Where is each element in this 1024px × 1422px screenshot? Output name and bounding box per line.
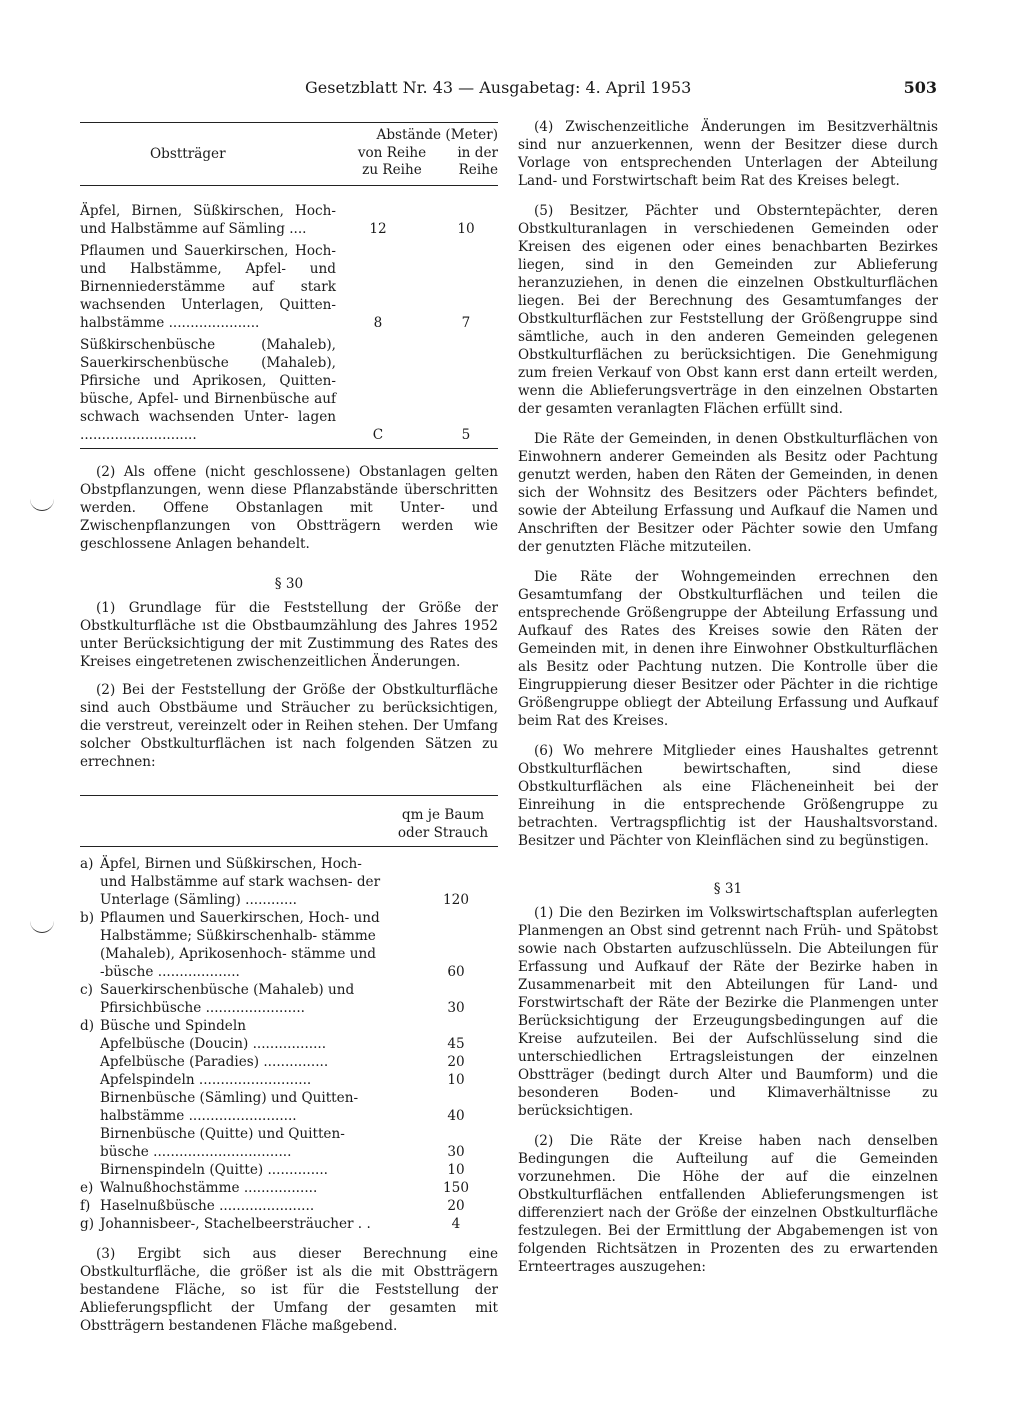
table2-row-label <box>80 1161 100 1179</box>
table2-row <box>80 1053 498 1071</box>
table1-header <box>80 122 498 186</box>
table2-row-text: Johannisbeer-, Stachelbeersträucher . . <box>100 1216 371 1232</box>
table2-row-label <box>80 1089 100 1125</box>
table2-row-value: 150 <box>443 1180 469 1196</box>
paragraph: (2) Bei der Feststellung der Größe der Obstkulturfläche sind auch Obstbäume und Sträucher zu berücksichtigen, die verstreut, vereinzelt oder in Reihen stehen. Der Umfang solcher Obstkulturflächen ist nach folgenden Sätzen zu errechnen: <box>80 682 498 770</box>
paragraph: (5) Besitzer, Pächter und Obsterntepächter, deren Obstkulturanlagen in verschiedenen Gemeinden oder Kreisen des eigenen oder eines benachbarten Bezirkes liegen, sind in den Gemeinden zur Ablieferung heranzuziehen, in denen die einzelnen Obstkulturflächen liegen. Bei der Berechnung des Gesamtumfanges der Obstkulturflächen zur Feststellung der Größengruppe sind sämtliche, auch in den anderen Gemeinden gelegenen Obstkulturflächen zu berücksichtigen. Die Genehmigung zum freien Verkauf von Obst kann erst dann erteilt werden, wenn die Ablieferungsverträge in den einzelnen Obstarten der gesamten veranlagten Flächen erfüllt sind. <box>518 203 938 417</box>
table2-row <box>80 1197 498 1215</box>
margin-mark <box>30 498 54 511</box>
table2-row-value: 4 <box>451 1216 461 1232</box>
table2-row-text: Walnußhochstämme ................. <box>100 1180 318 1196</box>
table1-header-reihe: von Reihe zu Reihe <box>357 145 427 178</box>
table2-row-label <box>80 1125 100 1161</box>
table2-row-label <box>80 1053 100 1071</box>
table2-row-text: Büsche und Spindeln <box>100 1018 246 1034</box>
table1-row-inder: 7 <box>461 315 471 331</box>
table2-row-label: c) <box>80 982 93 998</box>
table2-row-label: g) <box>80 1216 95 1232</box>
paragraph: (2) Als offene (nicht geschlossene) Obstanlagen gelten Obstpflanzungen, wenn diese Pflanzabstände überschritten werden. Offene Obstanlagen mit Unter- und Zwischenpflanzungen von Obstträgern werden wie geschlossene Anlagen behandelt. <box>80 464 498 552</box>
header-title: Gesetzblatt Nr. 43 — Ausgabetag: 4. April 1953 <box>305 78 692 97</box>
table1-row <box>80 202 498 238</box>
margin-mark <box>30 920 54 933</box>
table2-row <box>80 1179 498 1197</box>
table2-row <box>80 1017 498 1035</box>
table1-header-obst: Obstträger <box>150 146 226 162</box>
table1-row <box>80 336 498 444</box>
paragraph: (1) Grundlage für die Feststellung der Größe der Obstkulturfläche ıst die Obstbaumzählung des Jahres 1952 unter Berücksichtigung der mit Zustimmung des Rates des Kreises eingetretenen zwischenzeitlichen Änderungen. <box>80 600 498 670</box>
table2-row-value: 60 <box>447 964 465 980</box>
paragraph: (4) Zwischenzeitliche Änderungen im Besitzverhältnis sind nur anzuerkennen, wenn der Besitzer diese durch Vorlage von entsprechenden Unterlagen der Abteilung Land- und Forstwirtschaft beim Rat des Kreises belegt. <box>518 119 938 189</box>
page-number: 503 <box>903 78 937 97</box>
table2-row-text: Pflaumen und Sauerkirschen, Hoch- und Halbstämme; Süßkirschenhalb- stämme (Mahaleb), Aprikosenhoch- stämme und -büsche ................... <box>100 910 380 980</box>
table2-row-value: 30 <box>447 1144 465 1160</box>
table2-header-qm: qm je Baum oder Strauch <box>397 807 489 841</box>
table1-row-desc: Pflaumen und Sauerkirschen, Hoch- und Halbstämme, Apfel- und Birnenniederstämme auf stark wachsenden Unterlagen, Quitten- halbstämme ..................... <box>80 243 336 331</box>
table2-body <box>80 855 498 1233</box>
table2-row <box>80 1125 498 1161</box>
right-column <box>518 118 938 1276</box>
table2-row-text: Birnenbüsche (Sämling) und Quitten- halbstämme ......................... <box>100 1090 359 1124</box>
table1-header-abst: Abstände (Meter) <box>376 127 498 143</box>
table2-row <box>80 1089 498 1125</box>
table1-row-reihe: 12 <box>369 221 387 237</box>
table1-row-desc: Süßkirschenbüsche (Mahaleb), Sauerkirschenbüsche (Mahaleb), Pfirsiche und Aprikosen, Quitten- büsche, Apfel- und Birnenbüsche auf schwach wachsenden Unter- lagen ........................... <box>80 337 336 443</box>
table2-row <box>80 1161 498 1179</box>
table2-row-label: b) <box>80 910 95 926</box>
table2-row-value: 10 <box>447 1072 465 1088</box>
table2-row-label <box>80 1035 100 1053</box>
table2-row-text: Äpfel, Birnen und Süßkirschen, Hoch- und Halbstämme auf stark wachsen- der Unterlage (Sämling) ............ <box>100 856 381 908</box>
table2-row <box>80 981 498 1017</box>
table2-row-text: Apfelspindeln .......................... <box>100 1072 312 1088</box>
paragraph: (6) Wo mehrere Mitglieder eines Haushaltes getrennt Obstkulturflächen bewirtschaften, sind diese Obstkulturflächen als eine Flächeneinheit bei der Einreihung in die entsprechende Größengruppe zu betrachten. Vertragspflichtig ist der Haushaltsvorstand. Besitzer und Pächter von Kleinflächen sind zu begünstigen. <box>518 743 938 849</box>
table2-header <box>80 795 498 847</box>
table2-row-text: Sauerkirschenbüsche (Mahaleb) und Pfirsichbüsche ....................... <box>100 982 355 1016</box>
table2-row <box>80 855 498 909</box>
paragraph: Die Räte der Gemeinden, in denen Obstkulturflächen von Einwohnern anderer Gemeinden als Besitz oder Pachtung genutzt werden, haben den Räten der Gemeinden, in denen sich der Wohnsitz des Besitzers oder Pächters befindet, sowie der Abteilung Erfassung und Aufkauf die Namen und Anschriften der Besitzer oder Pächter sowie den Umfang der genutzten Fläche mitzuteilen. <box>518 431 938 555</box>
table2-row <box>80 1215 498 1233</box>
paragraph: (2) Die Räte der Kreise haben nach denselben Bedingungen die Aufteilung auf die Gemeinden vorzunehmen. Die Höhe der auf die einzelnen Obstkulturflächen entfallenden Ablieferungsmengen ist differenziert nach der Größe der einzelnen Obstkulturfläche festzulegen. Bei der Ermittlung der Abgabemengen ist von folgenden Richtsätzen in Prozenten des zu erwartenden Ernteertrages auszugehen: <box>518 1133 938 1275</box>
table2-row-label: f) <box>80 1198 91 1214</box>
section-heading: § 30 <box>274 576 304 592</box>
table2-row-value: 40 <box>447 1108 465 1124</box>
table2-row-text: Birnenspindeln (Quitte) .............. <box>100 1162 328 1178</box>
table2-row <box>80 1071 498 1089</box>
table1-rule <box>80 448 498 449</box>
table2-row-label: d) <box>80 1018 95 1034</box>
paragraph: Die Räte der Wohngemeinden errechnen den Gesamtumfang der Obstkulturflächen und teilen die entsprechende Größengruppe der Abteilung Erfassung und Aufkauf des Rates des Kreises sowie den Räten der Gemeinden mit, in denen ihre Einwohner Obstkulturflächen als Besitz oder Pachtung nutzen. Die Kontrolle über die Eingruppierung dieser Besitzer oder Pächter in die richtige Größengruppe obliegt der Abteilung Erfassung und Aufkauf beim Rat des Kreises. <box>518 569 938 729</box>
table1-row-reihe: C <box>372 427 384 443</box>
table2-row-value: 120 <box>443 892 469 908</box>
paragraph: (3) Ergibt sich aus dieser Berechnung eine Obstkulturfläche, die größer ist als die mit Obstträgern bestandene Fläche, so ist für die Feststellung der Ablieferungspflicht der Umfang der gesamten mit Obstträgern bestandenen Fläche maßgebend. <box>80 1246 498 1334</box>
table2-row-value: 45 <box>447 1036 465 1052</box>
table1-row-inder: 10 <box>457 221 475 237</box>
table1-row-desc: Äpfel, Birnen, Süßkirschen, Hoch- und Halbstämme auf Sämling .... <box>80 203 336 237</box>
left-column <box>80 122 498 1335</box>
table2-row-value: 20 <box>447 1054 465 1070</box>
paragraph: (1) Die den Bezirken im Volkswirtschaftsplan auferlegten Planmengen an Obst sind getrennt nach Früh- und Spätobst sowie nach Obstarten aufzuschlüsseln. Die Abteilungen für Erfassung und Aufkauf der Räte der Bezirke haben in Zusammenarbeit mit den Abteilungen für Land- und Forstwirtschaft der Räte der Bezirke die Planmengen unter Berücksichtigung der Erzeugungsbedingungen auf die Kreise aufzuteilen. Bei der Aufschlüsselung sind die unterschiedlichen Ertragsleistungen der einzelnen Obstträger (bedingt durch Alter und Baumform) und die besonderen Boden- und Klimaverhältnisse zu berücksichtigen. <box>518 905 938 1119</box>
table2-row-value: 10 <box>447 1162 465 1178</box>
page-header <box>305 78 937 100</box>
table1-row <box>80 242 498 332</box>
table2-row-label: a) <box>80 856 94 872</box>
table1-row-inder: 5 <box>461 427 471 443</box>
table2-row-value: 30 <box>447 1000 465 1016</box>
table2-row-text: Apfelbüsche (Doucin) ................. <box>100 1036 327 1052</box>
section-heading: § 31 <box>713 881 743 897</box>
table2-row-value: 20 <box>447 1198 465 1214</box>
table2-row-label: e) <box>80 1180 94 1196</box>
table2-row-text: Apfelbüsche (Paradies) ............... <box>100 1054 329 1070</box>
table2-row-text: Haselnußbüsche ...................... <box>100 1198 315 1214</box>
table2-row-text: Birnenbüsche (Quitte) und Quitten- büsche ................................ <box>100 1126 345 1160</box>
table1-header-inder: in der Reihe <box>457 145 498 178</box>
table2-row <box>80 1035 498 1053</box>
table1-row-reihe: 8 <box>373 315 383 331</box>
table2-row <box>80 909 498 981</box>
table2-row-label <box>80 1071 100 1089</box>
